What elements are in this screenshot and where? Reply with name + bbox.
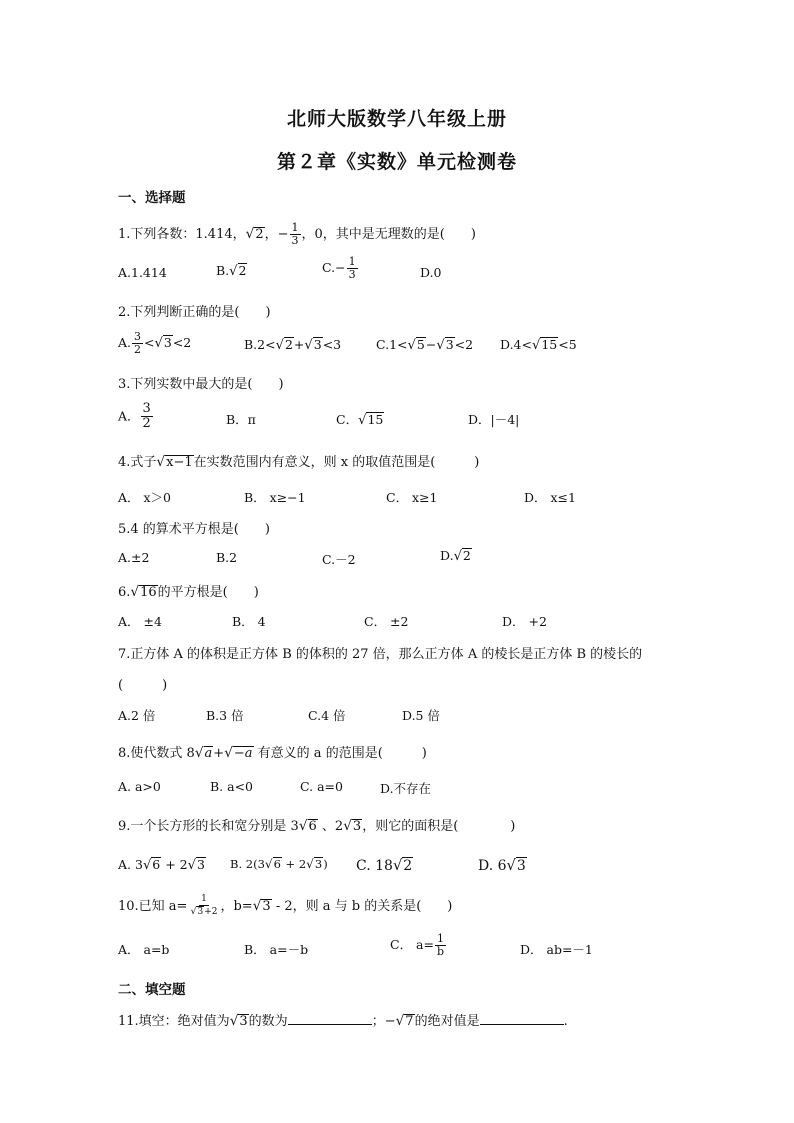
- question-3: 3.下列实数中最大的是( ): [118, 377, 284, 392]
- q11-radicand-2: 7: [405, 1014, 414, 1029]
- q7-option-a: A.2 倍: [118, 708, 156, 723]
- q5-optd-label: D.: [440, 548, 454, 563]
- q2-opta-label: A.: [118, 335, 132, 351]
- q10-text-c: - 2，则 a 与 b 的关系是( ): [271, 899, 453, 914]
- q2-option-d: [500, 337, 577, 353]
- q9-optb-end: ): [323, 857, 328, 871]
- q10-optc-fraction: [435, 933, 446, 958]
- q5-option-d: [440, 548, 472, 564]
- section-heading-fill: 二、填空题: [118, 982, 186, 998]
- q1-option-b: [216, 263, 247, 279]
- sqrt-symbol: √: [395, 1013, 405, 1029]
- q8-option-c: C. a=0: [300, 779, 343, 794]
- q2-opta-fraction: [132, 331, 143, 356]
- q1-text-a: 1.下列各数：1.414，: [118, 227, 246, 243]
- q9-option-a: [118, 857, 206, 873]
- q6-option-c: C． ±2: [364, 614, 409, 629]
- q10-optc-label: C． a=: [390, 937, 434, 953]
- document-title: 北师大版数学八年级上册: [286, 108, 507, 130]
- q2-optb-radicand-2: 3: [313, 337, 322, 352]
- sqrt-symbol: √: [506, 857, 516, 874]
- sqrt-symbol: √: [156, 454, 166, 470]
- q1-option-d: D.0: [420, 265, 442, 280]
- q9-optd-label: D. 6: [478, 858, 507, 874]
- sqrt-symbol: √: [190, 906, 197, 917]
- q1-option-a: A.1.414: [118, 265, 167, 280]
- sqrt-symbol: √: [154, 336, 163, 352]
- sqrt-symbol: √: [229, 264, 238, 279]
- q2-option-c: [376, 337, 473, 353]
- question-2: 2.下列判断正确的是( ): [118, 305, 271, 320]
- question-11: [118, 1010, 568, 1030]
- sqrt-symbol: √: [194, 745, 204, 761]
- q5-option-a: A.±2: [118, 550, 150, 565]
- question-7-line-2: ( ): [118, 678, 168, 693]
- q6-radicand: 16: [140, 585, 157, 600]
- document-subtitle: 第２章《实数》单元检测卷: [276, 151, 517, 173]
- q3-option-d: D．|－4|: [468, 412, 520, 427]
- q6-option-b: B． 4: [232, 614, 266, 629]
- q10-option-d: D． ab=－1: [520, 942, 593, 957]
- sqrt-symbol: √: [392, 857, 403, 874]
- q3-opta-label: A．: [118, 408, 140, 424]
- q2-optc-radicand-1: 5: [416, 337, 425, 352]
- q1-optc-den: 3: [348, 268, 356, 282]
- q10-fraction: [188, 895, 219, 918]
- q8-text-b: 有意义的 a 的范围是( ): [253, 746, 427, 761]
- sqrt-symbol: √: [275, 338, 284, 353]
- q9-opta-mid: + 2: [161, 857, 188, 872]
- question-10: [118, 895, 452, 918]
- sqrt-symbol: √: [436, 338, 445, 353]
- q10-text-a: 10.已知 a=: [118, 899, 188, 914]
- q10-frac-num: 1: [201, 894, 207, 905]
- q9-optc-label: C. 18: [356, 858, 393, 874]
- q10-frac-den: [188, 906, 219, 918]
- q8-mid: +: [213, 746, 225, 761]
- q1-optb-label: B.: [216, 263, 230, 278]
- q9-optb-mid: + 2: [281, 857, 307, 871]
- q3-option-b: B．π: [226, 412, 256, 427]
- q9-text-sep: 、2: [317, 819, 344, 834]
- q9-option-d: [478, 857, 527, 874]
- answer-blank-1[interactable]: [288, 1012, 372, 1025]
- sqrt-symbol: √: [306, 857, 314, 871]
- q11-text-e: .: [563, 1014, 568, 1029]
- sqrt-symbol: √: [531, 338, 541, 353]
- sqrt-symbol: √: [187, 858, 196, 873]
- q11-text-b: 的数为: [248, 1014, 288, 1029]
- q2-optd-label: D.4<: [500, 337, 532, 352]
- sqrt-symbol: √: [252, 898, 262, 914]
- q1-text-c: ，0，其中是无理数的是( ): [301, 227, 476, 243]
- question-6: [118, 581, 259, 601]
- q10-radicand: 3: [262, 899, 271, 914]
- q11-radicand-1: 3: [239, 1014, 248, 1029]
- q8-text-a: 8.使代数式 8: [118, 746, 195, 761]
- q9-optd-radicand: 3: [516, 858, 526, 874]
- q10-option-c: [390, 933, 447, 958]
- q2-optc-end: <2: [454, 337, 474, 352]
- q6-option-d: D． +2: [502, 614, 547, 629]
- q6-text-a: 6.: [118, 585, 131, 600]
- q9-optc-radicand: 2: [403, 858, 413, 874]
- q1-optc-label: C.−: [322, 260, 346, 276]
- q10-optc-den: b: [436, 945, 445, 959]
- q3-optc-label: C．: [336, 412, 359, 427]
- q2-optb-label: B.2<: [244, 337, 276, 352]
- q2-optb-radicand-1: 2: [284, 337, 293, 352]
- q11-text-c: ；−: [371, 1014, 396, 1029]
- q6-text-b: 的平方根是( ): [157, 585, 259, 600]
- q3-option-c: [336, 410, 384, 428]
- q9-opta-radicand-1: 6: [152, 857, 161, 872]
- q4-text-b: 在实数范围内有意义，则 x 的取值范围是( ): [193, 455, 480, 470]
- q10-text-b: ，b=: [220, 899, 253, 914]
- q2-optd-end: <5: [558, 337, 577, 352]
- sqrt-symbol: √: [245, 226, 255, 243]
- q1-frac-den: 3: [291, 234, 299, 248]
- q4-option-c: C． x≥1: [386, 490, 438, 505]
- q2-option-b: [244, 337, 341, 353]
- q9-radicand-1: 6: [308, 819, 317, 834]
- q7-option-d: D.5 倍: [402, 708, 440, 723]
- q9-option-c: [356, 857, 413, 874]
- q8-option-d: D.不存在: [380, 781, 432, 796]
- q1-frac-num: 1: [291, 221, 299, 234]
- sqrt-symbol: √: [264, 857, 273, 871]
- q10-option-b: B． a=－b: [244, 942, 309, 957]
- sqrt-symbol: √: [130, 584, 140, 600]
- sqrt-symbol: √: [224, 745, 233, 761]
- q2-optc-label: C.1<: [376, 337, 408, 352]
- q2-opta-radicand: 3: [163, 335, 172, 351]
- q10-frac-den-end: +2: [204, 907, 218, 917]
- q5-option-b: B.2: [216, 550, 238, 565]
- q1-optb-radicand: 2: [238, 263, 247, 278]
- q1-optc-num: 1: [348, 255, 356, 268]
- q8-option-b: B. a<0: [210, 779, 254, 794]
- q1-fraction: [290, 222, 301, 247]
- q9-optb-label: B. 2(3: [230, 857, 265, 871]
- sqrt-symbol: √: [453, 549, 462, 564]
- q1-optc-fraction: [347, 256, 358, 281]
- sqrt-symbol: √: [407, 338, 416, 353]
- section-heading-choice: 一、选择题: [118, 190, 186, 206]
- question-4: [118, 451, 479, 471]
- sqrt-symbol: √: [142, 858, 152, 873]
- sqrt-symbol: √: [229, 1013, 239, 1029]
- q2-optc-mid: −: [425, 337, 437, 352]
- q2-optb-mid: +: [293, 337, 305, 352]
- question-8: [118, 742, 427, 762]
- q9-text-b: ，则它的面积是( ): [362, 819, 516, 834]
- q1-radicand: 2: [255, 227, 264, 243]
- q2-opta-end: <2: [172, 335, 192, 351]
- answer-blank-2[interactable]: [480, 1012, 564, 1025]
- sqrt-symbol: √: [298, 818, 308, 834]
- q9-option-b: [230, 857, 328, 871]
- question-5: 5.4 的算术平方根是( ): [118, 522, 270, 537]
- q3-opta-fraction: [141, 402, 153, 432]
- sqrt-symbol: √: [343, 818, 352, 834]
- q1-option-c: [322, 256, 359, 281]
- q9-opta-radicand-2: 3: [196, 857, 205, 872]
- q2-opta-mid: <: [144, 335, 155, 351]
- sqrt-symbol: √: [304, 338, 313, 353]
- q8-option-a: A. a>0: [118, 779, 161, 794]
- q10-frac-den-radicand: 3: [197, 907, 204, 917]
- q5-option-c: C.－2: [322, 552, 356, 567]
- q11-text-a: 11.填空：绝对值为: [118, 1014, 230, 1029]
- q9-optb-radicand-2: 3: [314, 857, 323, 871]
- q2-option-a: [118, 331, 191, 356]
- q2-optd-radicand: 15: [541, 337, 558, 352]
- q10-option-a: A． a=b: [118, 942, 170, 957]
- q2-opta-num: 3: [134, 330, 142, 343]
- q5-optd-radicand: 2: [462, 548, 471, 563]
- q8-radicand-2: −a: [233, 746, 253, 761]
- q2-optb-end: <3: [322, 337, 342, 352]
- q7-option-c: C.4 倍: [308, 708, 346, 723]
- q11-text-d: 的绝对值是: [414, 1014, 480, 1029]
- q4-radicand: x−1: [166, 455, 193, 470]
- q4-option-d: D． x≤1: [524, 490, 576, 505]
- question-1: [118, 222, 476, 247]
- q6-option-a: A． ±4: [118, 614, 162, 629]
- q2-opta-den: 2: [134, 343, 142, 357]
- q3-opta-num: 3: [142, 401, 151, 416]
- q2-optc-radicand-2: 3: [445, 337, 454, 352]
- q4-option-b: B． x≥−1: [244, 490, 306, 505]
- q3-optc-radicand: 15: [367, 412, 384, 427]
- q1-text-b: ，−: [264, 227, 289, 243]
- sqrt-symbol: √: [358, 413, 367, 428]
- q3-option-a: [118, 402, 154, 432]
- q10-optc-num: 1: [436, 932, 444, 945]
- q8-radicand-1: a: [204, 746, 213, 761]
- q3-opta-den: 2: [142, 416, 151, 432]
- question-9: [118, 815, 515, 835]
- q9-opta-label: A. 3: [118, 857, 143, 872]
- q9-radicand-2: 3: [352, 819, 362, 834]
- question-7-line-1: 7.正方体 A 的体积是正方体 B 的体积的 27 倍，那么正方体 A 的棱长是正方体 B 的棱长的: [118, 647, 643, 662]
- q7-option-b: B.3 倍: [206, 708, 244, 723]
- q4-option-a: A． x＞0: [118, 490, 172, 505]
- q9-text-a: 9.一个长方形的长和宽分别是 3: [118, 819, 299, 834]
- q4-text-a: 4.式子: [118, 455, 157, 470]
- q9-optb-radicand-1: 6: [273, 857, 281, 871]
